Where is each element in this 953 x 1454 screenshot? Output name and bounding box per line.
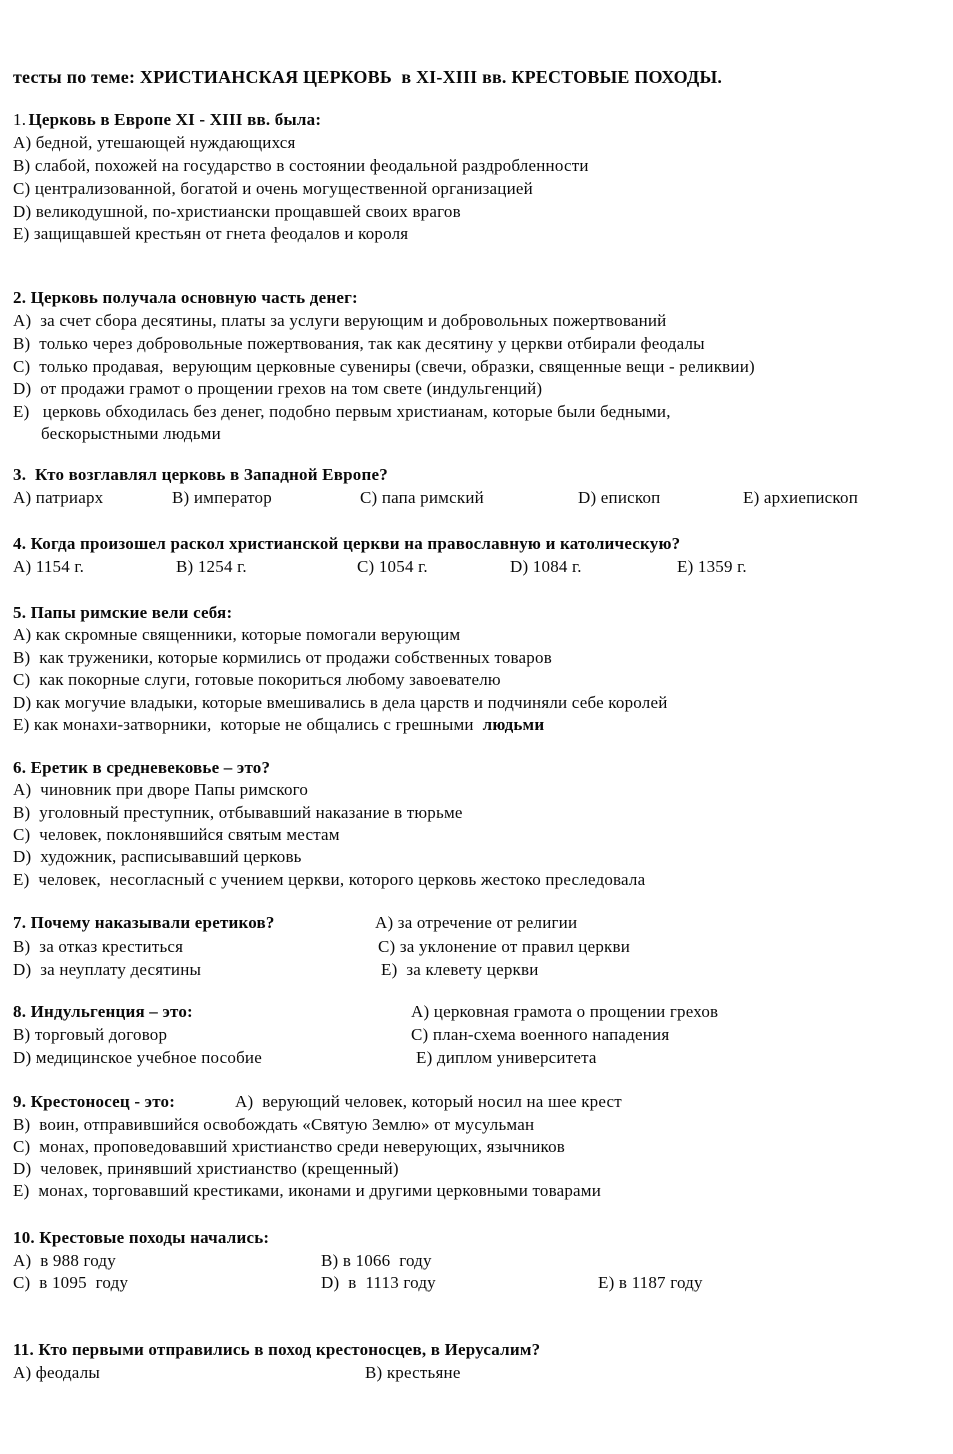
q4-option-b: В) 1254 г.	[176, 557, 247, 576]
q3-option-c: С) папа римский	[360, 488, 484, 507]
q2-option-c: С) только продавая, верующим церковные сувениры (свечи, образки, священные вещи - реликвии)	[13, 357, 755, 376]
q6-option-e: Е) человек, несогласный с учением церкви, которого церковь жестоко преследовала	[13, 870, 646, 889]
question-6-title: 6. Еретик в средневековье – это?	[13, 758, 271, 777]
q8-row-1	[13, 1000, 947, 1023]
q3-option-b: В) император	[172, 488, 272, 507]
q6-option-c: С) человек, поклонявшийся святым местам	[13, 825, 340, 844]
question-7-title: 7. Почему наказывали еретиков?	[13, 913, 275, 932]
q1-option-c: С) централизованной, богатой и очень могущественной организацией	[13, 179, 533, 198]
q7-option-b: В) за отказ креститься	[13, 937, 184, 956]
question-8-title: 8. Индульгенция – это:	[13, 1002, 193, 1021]
q10-option-d: D) в 1113 году	[321, 1273, 436, 1292]
q5-option-d: D) как могучие владыки, которые вмешивались в дела царств и подчиняли себе королей	[13, 693, 668, 712]
q5-option-a: А) как скромные священники, которые помогали верующим	[13, 625, 461, 644]
q2-option-b: В) только через добровольные пожертвования, так как десятину у церкви отбирали феодалы	[13, 334, 705, 353]
q1-option-d: D) великодушной, по-христиански прощавшей своих врагов	[13, 202, 461, 221]
q1-option-a: А) бедной, утешающей нуждающихся	[13, 133, 296, 152]
q4-options-row	[13, 555, 947, 578]
quiz-title: тесты по теме: ХРИСТИАНСКАЯ ЦЕРКОВЬ в XI-XIII вв. КРЕСТОВЫЕ ПОХОДЫ.	[13, 67, 723, 87]
q8-option-e: Е) диплом университета	[416, 1048, 597, 1067]
q9-option-a: А) верующий человек, который носил на шее крест	[235, 1092, 622, 1111]
q2-option-e: Е) церковь обходилась без денег, подобно первым христианам, которые были бедными,	[13, 402, 671, 421]
q7-row-2	[13, 935, 947, 958]
q9-option-d: D) человек, принявший христианство (крещенный)	[13, 1159, 399, 1178]
q4-option-e: Е) 1359 г.	[677, 557, 747, 576]
q10-option-b: В) в 1066 году	[321, 1251, 432, 1270]
q9-option-e: Е) монах, торговавший крестиками, иконами и другими церковными товарами	[13, 1181, 602, 1200]
q11-option-a: А) феодалы	[13, 1363, 101, 1382]
q3-option-a: А) патриарх	[13, 488, 104, 507]
q9-row-1	[13, 1090, 947, 1113]
question-1-text: Церковь в Европе XI - XIII вв. была:	[24, 110, 322, 129]
q9-option-b: В) воин, отправившийся освобождать «Святую Землю» от мусульман	[13, 1115, 535, 1134]
q4-option-d: D) 1084 г.	[510, 557, 582, 576]
q3-option-d: D) епископ	[578, 488, 661, 507]
q2-option-e-continuation: бескорыстными людьми	[41, 424, 221, 443]
q10-option-a: А) в 988 году	[13, 1251, 116, 1270]
q7-row-3	[13, 958, 947, 981]
q7-option-e: Е) за клевету церкви	[381, 960, 539, 979]
q6-option-b: В) уголовный преступник, отбывавший наказание в тюрьме	[13, 803, 463, 822]
q3-option-e: Е) архиепископ	[743, 488, 859, 507]
q2-option-a: А) за счет сбора десятины, платы за услуги верующим и добровольных пожертвований	[13, 311, 667, 330]
q10-option-c: С) в 1095 году	[13, 1273, 129, 1292]
question-5-title: 5. Папы римские вели себя:	[13, 603, 233, 622]
q5-option-b: В) как труженики, которые кормились от продажи собственных товаров	[13, 648, 552, 667]
q6-option-a: А) чиновник при дворе Папы римского	[13, 780, 309, 799]
question-11-title: 11. Кто первыми отправились в поход крестоносцев, в Иерусалим?	[13, 1340, 541, 1359]
question-9-title: 9. Крестоносец - это:	[13, 1092, 176, 1111]
question-4-title: 4. Когда произошел раскол христианской церкви на православную и католическую?	[13, 534, 681, 553]
question-3-title: 3. Кто возглавлял церковь в Западной Европе?	[13, 465, 388, 484]
q11-option-b: В) крестьяне	[365, 1363, 461, 1382]
q5-option-e	[13, 713, 947, 736]
q10-row-1	[13, 1249, 947, 1272]
question-10-title: 10. Крестовые походы начались:	[13, 1228, 270, 1247]
q5-option-c: С) как покорные слуги, готовые покориться любому завоевателю	[13, 670, 501, 689]
q5-option-e-bold-word: людьми	[482, 715, 545, 734]
q8-option-a: А) церковная грамота о прощении грехов	[411, 1002, 719, 1021]
question-1-number: 1.	[13, 110, 27, 129]
q1-option-b: В) слабой, похожей на государство в состоянии феодальной раздробленности	[13, 156, 589, 175]
q7-option-c: С) за уклонение от правил церкви	[378, 937, 631, 956]
q6-option-d: D) художник, расписывавший церковь	[13, 847, 302, 866]
q4-option-a: А) 1154 г.	[13, 557, 85, 576]
q10-row-2	[13, 1271, 947, 1294]
q11-row-1	[13, 1361, 947, 1384]
q4-option-c: С) 1054 г.	[357, 557, 428, 576]
question-1-title	[13, 108, 947, 131]
q8-option-b: В) торговый договор	[13, 1025, 168, 1044]
q7-option-a: А) за отречение от религии	[375, 913, 578, 932]
q7-row-1	[13, 911, 947, 934]
q3-options-row	[13, 486, 947, 509]
q1-option-e: Е) защищавшей крестьян от гнета феодалов и короля	[13, 224, 409, 243]
q8-option-c: С) план-схема военного нападения	[411, 1025, 670, 1044]
q10-option-e: Е) в 1187 году	[598, 1273, 703, 1292]
q2-option-d: D) от продажи грамот о прощении грехов на том свете (индульгенций)	[13, 379, 543, 398]
question-2-title: 2. Церковь получала основную часть денег:	[13, 288, 358, 307]
q8-option-d: D) медицинское учебное пособие	[13, 1048, 262, 1067]
q8-row-2	[13, 1023, 947, 1046]
q8-row-3	[13, 1046, 947, 1069]
q5-option-e-text: Е) как монахи-затворники, которые не общались с грешными	[13, 715, 483, 734]
q9-option-c: С) монах, проповедовавший христианство среди неверующих, язычников	[13, 1137, 566, 1156]
q7-option-d: D) за неуплату десятины	[13, 960, 202, 979]
